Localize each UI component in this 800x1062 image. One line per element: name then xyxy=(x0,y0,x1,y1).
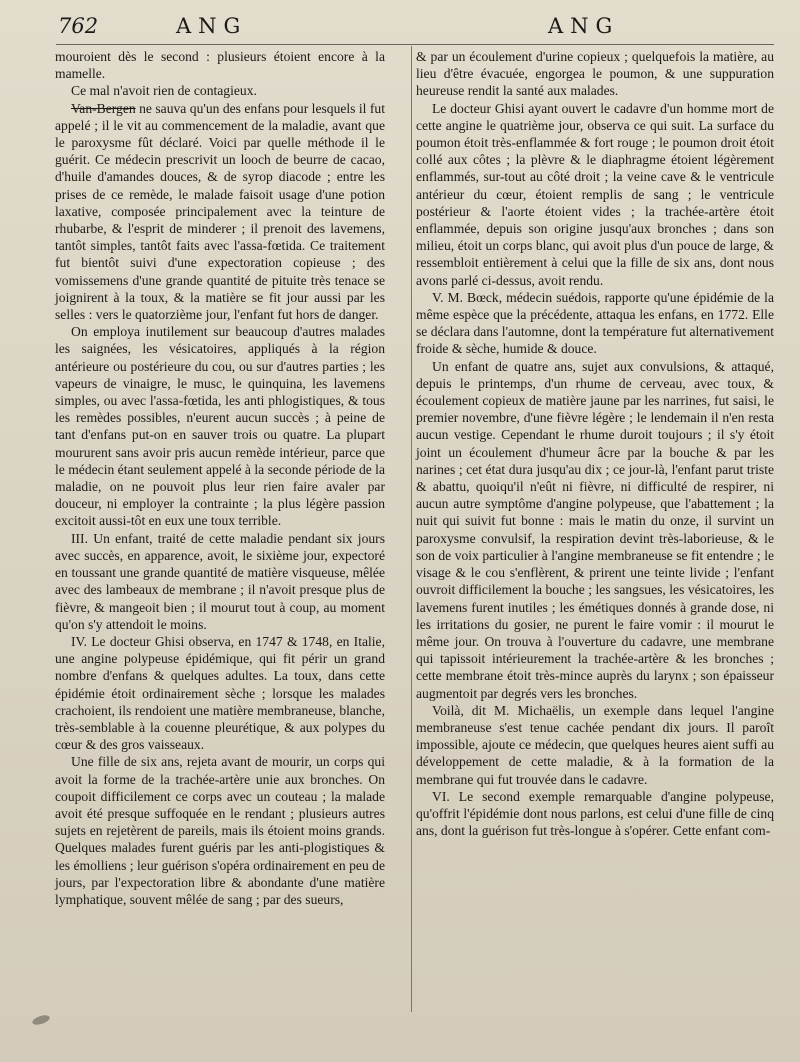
paragraph: & par un écoulement d'urine copieux ; quelquefois la matière, au lieu d'être évacuée, engorgea le poumon, & une suppuration heureuse rendit la santé aux malades. xyxy=(416,49,774,99)
paragraph: III. Un enfant, traité de cette maladie pendant six jours avec succès, en apparence, avoit, le sixième jour, expectoré en toussant une grande quantité de matière visqueuse, mêlée avec des lambeaux de membrane ; il n'avoit presque plus de fièvre, & mangeoit bien ; il mourut tout à coup, au moment qu'on s'y attendoit le moins. xyxy=(55,530,385,632)
paragraph: Le docteur Ghisi ayant ouvert le cadavre d'un homme mort de cette angine le quatrième jour, observa ce qui suit. La surface du poumon étoit très-enflammée & fort rouge ; le poumon droit étoit collé aux côtes ; la plèvre & le diaphragme étoient légèrement enflammés, sur-tout au côté droit ; la veine cave & le ventricule antérieur du cœur, étoient remplis de sang ; le ventricule postérieur & l'aorte étoient vides ; la trachée-artère étoit enflammée, depuis son origine jusqu'aux bronches ; dans son milieu, étoit un corps blanc, qui avoit plus d'un pouce de large, & ressembloit entièrement à celui que la fille de six ans, dont nous avons parlé ci-dessus, avoit rendu. xyxy=(416,100,774,288)
page-header xyxy=(0,14,800,44)
paragraph: Ce mal n'avoit rien de contagieux. xyxy=(71,83,257,99)
paragraph: On employa inutilement sur beaucoup d'autres malades les saignées, les vésicatoires, appliqués à la région antérieure ou postérieure du cou, ou sur d'autres parties ; les vapeurs de vinaigre, le musc, le quinquina, les lavemens simples, ou avec l'assa-fœtida, les anti phlogistiques, & tous les remèdes possibles, n'eurent aucun succès ; à peine de tant d'enfans put-on en sauver trois ou quatre. La plupart moururent sans avoir pris aucun remède intérieur, parce que le médecin étant seulement appelé à la seconde période de la maladie, on ne pouvoit plus leur rien faire avaler par douceur, ni employer la contrainte ; la plus légère passion excitoit aussi-tôt en eux une toux terrible. xyxy=(55,324,385,529)
paragraph-body: ne sauva qu'un des enfans pour lesquels il fut appelé ; il le vit au commencement de la maladie, avant que le paroxysme fût déclaré. Voici par quelle méthode il le guérit. Ce médecin prescrivit un looch de beurre de cacao, d'huile d'amandes douces, & de syrop diacode ; entre les prises de ce remède, le malade faisoit usage d'une potion laxative, composée principalement avec la teinture de rhubarbe, & l'esprit de minderer ; il prenoit des lavemens, tantôt simples, tantôt faits avec l'assa-fœtida. Ce traitement fut bientôt suivi d'une expectoration copieuse ; des vomissemens d'une grande quantité de pituite très tenace se joignirent à la toux, & la matière se fit jour aussi par les selles : vers le quatorzième jour, l'enfant fut hors de danger. xyxy=(55,100,385,323)
right-column xyxy=(416,48,774,839)
paragraph: Voilà, dit M. Michaëlis, un exemple dans lequel l'angine membraneuse s'est tenue cachée pendant dix jours. Il paroît impossible, ajoute ce médecin, que quelques heures aient suffi au développement de cette maladie, & à la formation de la membrane qui fut trouvée dans le cadavre. xyxy=(416,702,774,787)
page-number: 762 xyxy=(58,14,99,38)
paragraph: Un enfant de quatre ans, sujet aux convulsions, & attaqué, depuis le printemps, d'un rhume de cerveau, avec toux, & écoulement copieux de matière jaune par les narrines, fut saisi, le premier novembre, d'une fièvre légère ; le lendemain il n'en resta aucun vestige. Cependant le rhume duroit toujours ; il s'y étoit joint un écoulement d'humeur âcre par la bouche & par les narines ; cet état dura jusqu'au dix ; ce jour-là, l'enfant parut triste & abattu, quoiqu'il n'eût ni fièvre, ni difficulté de respirer, ni aucun autre symptôme d'angine polypeuse, que l'abattement ; la nuit qui suivit fut bonne : mais le matin du onze, il survint un paroxysme convulsif, la respiration devint très-laborieuse, & le son de voix particulier à l'angine membraneuse se fit entendre ; le visage & le cou s'enflèrent, & prirent une teinte livide ; l'enfant ouvroit difficilement la bouche ; les sangsues, les vésicatoires, les lavemens furent inutiles ; les émétiques donnés à grande dose, ni les irritations du gosier, ne purent le faire vomir : il mourut le même jour. On trouva à l'ouverture du cadavre, une membrane qui tapissoit intérieurement la trachée-artère & les bronches ; cette membrane étoit très-mince auprès du larynx ; son épaisseur augmentoit par degrés vers les bronches. xyxy=(416,358,774,701)
column-divider xyxy=(411,46,412,1012)
left-column xyxy=(55,48,385,908)
running-head-right: ANG xyxy=(548,14,620,38)
paragraph: IV. Le docteur Ghisi observa, en 1747 & 1748, en Italie, une angine polypeuse épidémique, qui fit périr un grand nombre d'enfans & quelques adultes. La toux, dans cette épidémie étoit ordinairement sèche ; lorsque les malades crachoient, ils rendoient une matière membraneuse, blanche, très-semblable à la couenne pleurétique, & aux polypes du cœur & des gros vaisseaux. xyxy=(55,633,385,753)
ink-smudge xyxy=(31,1013,51,1026)
paragraph: V. M. Bœck, médecin suédois, rapporte qu'une épidémie de la même espèce que la précédente, attaqua les enfans, en 1772. Elle se déclara dans l'automne, dont la température fut alternativement froide & sèche, humide & douce. xyxy=(416,289,774,357)
paragraph: mouroient dès le second : plusieurs étoient encore à la mamelle. xyxy=(55,49,385,82)
struck-name: Van-Bergen xyxy=(71,100,136,116)
running-head-left: ANG xyxy=(176,14,248,38)
paragraph: Une fille de six ans, rejeta avant de mourir, un corps qui avoit la forme de la trachée-artère unie aux bronches. On coupoit difficilement ce corps avec un couteau ; la malade avoit été presque suffoquée en le rendant ; plusieurs autres sujets en rejetèrent de pareils, mais ils étoient moins grands. Quelques malades furent guéris par les anti-plogistiques & les émolliens ; leur guérison s'opéra ordinairement en peu de jours, par l'expectoration libre & abondante d'une matière lymphatique, souvent mêlée de sang ; par des sueurs, xyxy=(55,754,385,907)
paragraph: VI. Le second exemple remarquable d'angine polypeuse, qu'offrit l'épidémie dont nous parlons, est celui d'une fille de cinq ans, dont la guérison fut très-longue à s'opérer. Cette enfant com- xyxy=(416,788,774,839)
header-rule xyxy=(56,44,774,45)
paragraph xyxy=(55,100,385,324)
